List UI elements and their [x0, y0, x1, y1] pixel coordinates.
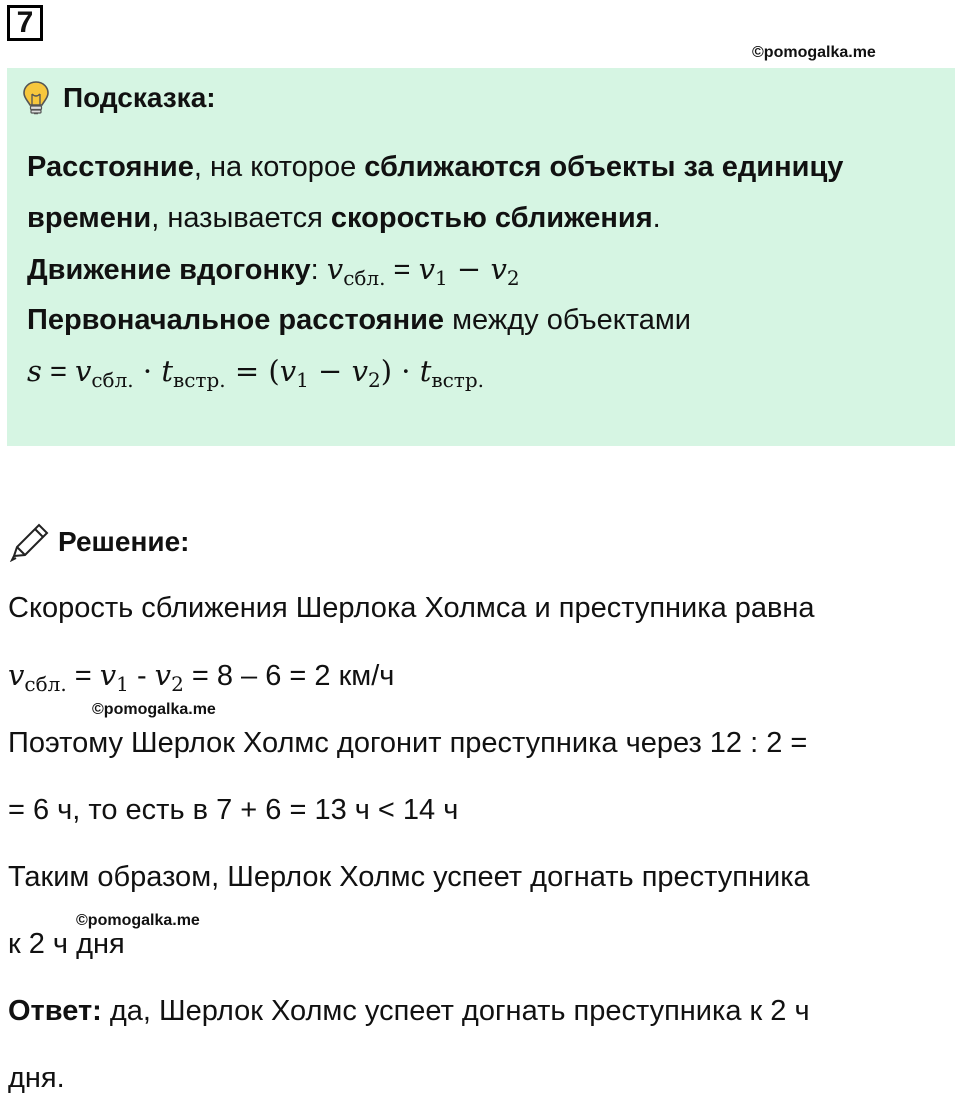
formula-op: = ( [225, 354, 280, 388]
hint-line-3 [27, 252, 520, 289]
formula-var: s [27, 354, 42, 388]
formula-var: v [74, 354, 92, 388]
answer-line-cont: дня. [8, 1062, 65, 1094]
formula-sub: 1 [116, 672, 129, 696]
hint-term: Расстояние [27, 151, 194, 183]
formula-op: ) · [380, 354, 420, 388]
formula-var: v [154, 658, 172, 692]
formula-sub: 2 [171, 672, 184, 696]
hint-text: между объектами [444, 304, 691, 336]
solution-line-5: Таким образом, Шерлок Холмс успеет догнать преступника [8, 861, 810, 893]
formula-sub: 1 [296, 368, 309, 392]
formula-sub: сбл. [91, 368, 134, 392]
hint-term: скоростью сближения [330, 202, 653, 234]
hint-term: Движение вдогонку [27, 254, 311, 286]
hint-term: сближаются объекты за единицу [364, 151, 844, 183]
formula-sub: 2 [506, 266, 520, 290]
formula-var: v [279, 354, 297, 388]
solution-line-3: Поэтому Шерлок Холмс догонит преступника через 12 : 2 = [8, 727, 808, 759]
formula-rest: = 8 – 6 = 2 км/ч [183, 660, 395, 692]
formula-eq: = [41, 356, 75, 388]
hint-term: Первоначальное расстояние [27, 304, 445, 336]
pencil-icon [8, 522, 50, 562]
hint-term: времени [27, 202, 152, 234]
formula-var: t [419, 354, 432, 388]
watermark: ©pomogalka.me [76, 912, 200, 929]
formula-var: v [490, 252, 507, 286]
hint-text: , на которое [193, 151, 365, 183]
formula-sub: сбл. [24, 672, 67, 696]
hint-line-2 [27, 201, 661, 235]
answer-text: да, Шерлок Холмс успеет догнать преступника к 2 ч [101, 995, 810, 1027]
solution-title: Решение: [58, 526, 190, 557]
answer-line [8, 994, 810, 1028]
formula-op: − [447, 252, 491, 286]
formula-var: v [326, 252, 344, 286]
formula-eq: = [66, 660, 100, 692]
hint-text: : [310, 254, 327, 286]
formula-sub: сбл. [343, 266, 386, 290]
solution-line-4: = 6 ч, то есть в 7 + 6 = 13 ч < 14 ч [8, 794, 459, 826]
formula-op: - [128, 660, 155, 692]
formula-op: − [308, 354, 352, 388]
hint-box [7, 68, 955, 446]
formula-sub: встр. [172, 368, 226, 392]
hint-header [21, 80, 216, 116]
hint-line-4 [27, 303, 691, 337]
answer-label: Ответ: [8, 995, 102, 1027]
hint-text: , называется [151, 202, 331, 234]
formula-sub: 2 [367, 368, 381, 392]
solution-line-6: к 2 ч дня [8, 928, 125, 960]
lightbulb-icon [21, 80, 51, 116]
formula-var: v [8, 658, 25, 692]
formula-eq: = [385, 254, 419, 286]
hint-line-1 [27, 150, 843, 184]
hint-text: . [652, 202, 661, 234]
formula-var: t [161, 354, 173, 388]
watermark: ©pomogalka.me [92, 701, 216, 718]
solution-header [8, 522, 189, 562]
formula-var: v [351, 354, 368, 388]
watermark: ©pomogalka.me [752, 44, 876, 61]
solution-line-1: Скорость сближения Шерлока Холмса и преступника равна [8, 592, 815, 624]
formula-op: · [133, 354, 162, 388]
formula-sub: встр. [431, 368, 485, 392]
formula-sub: 1 [434, 266, 448, 290]
formula-var: v [418, 252, 435, 286]
hint-title: Подсказка: [63, 82, 216, 113]
task-number: 7 [7, 5, 43, 41]
solution-line-2 [8, 658, 394, 695]
formula-var: v [99, 658, 117, 692]
hint-line-5 [27, 354, 484, 391]
